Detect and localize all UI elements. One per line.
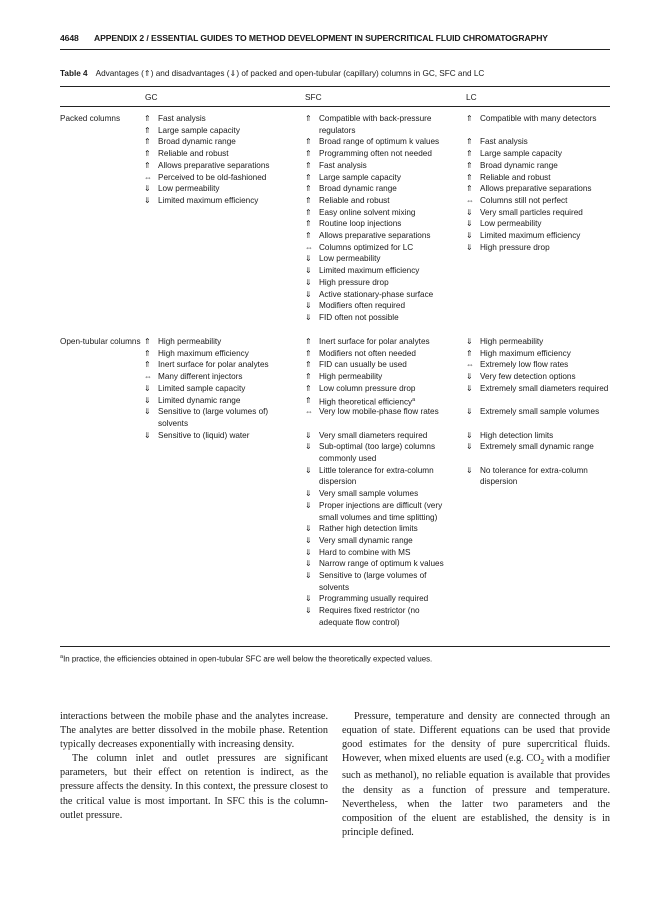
body-paragraph: The column inlet and outlet pressures are significant parameters, but their effect on retention is indirect, as the pressure affects the density. In this context, the pressure closest to the critical value is most important. In SFC this is the column-outlet pressure.: [60, 753, 328, 821]
table-cell-text: Inert surface for polar analytes: [158, 360, 269, 370]
disadvantage-arrow-icon: ⇓: [305, 489, 312, 499]
advantage-arrow-icon: ⇑: [144, 160, 151, 170]
disadvantage-arrow-icon: ⇓: [466, 219, 473, 229]
table-cell-item: [305, 113, 455, 136]
table-footnote: [60, 654, 610, 664]
table-cell-text: Allows preparative separations: [158, 160, 270, 170]
table-cell-item: [144, 172, 294, 184]
page-number: 4648: [60, 33, 79, 43]
table-cell-item: [305, 359, 455, 371]
table-cell-text: Easy online solvent mixing: [319, 207, 416, 217]
table-cell-text: High pressure drop: [480, 242, 550, 252]
table-cell-item: [305, 441, 455, 464]
table-cell-item: [466, 242, 610, 254]
table-cell-item: [305, 148, 455, 160]
table-cell-text: Very small diameters required: [319, 430, 428, 440]
table-cell-text: High theoretical efficiency$^a$: [319, 396, 416, 407]
table-cell-text: High maximum efficiency: [480, 348, 571, 358]
advantage-arrow-icon: ⇑: [305, 137, 312, 147]
disadvantage-arrow-icon: ⇓: [144, 383, 151, 393]
table-cell-text: Rather high detection limits: [319, 524, 418, 534]
table-cell-text: Allows preparative separations: [319, 231, 431, 240]
table-cell-item: [305, 465, 455, 488]
table-cell-item: [466, 160, 610, 172]
advantage-arrow-icon: ⇑: [144, 125, 151, 135]
table-cell-item: [305, 406, 455, 418]
table-cell-text: Limited sample capacity: [158, 383, 246, 393]
table-cell-item: [305, 160, 455, 172]
disadvantage-arrow-icon: ⇓: [466, 407, 473, 417]
table-cell-item: [305, 300, 455, 312]
disadvantage-arrow-icon: ⇓: [466, 383, 473, 393]
table-cell-item: [305, 265, 455, 277]
table-cell-text: Reliable and robust: [480, 172, 551, 182]
table-cell-text: Very small sample volumes: [319, 489, 419, 499]
table-cell-item: [466, 383, 610, 395]
advantage-arrow-icon: ⇑: [144, 360, 151, 370]
table-cell-text: Low permeability: [319, 254, 381, 264]
table-cell-text: Inert surface for polar analytes: [319, 337, 430, 346]
advantage-arrow-icon: ⇑: [144, 337, 151, 346]
table-cell-item: [144, 183, 294, 195]
footnote-marker: a: [60, 654, 64, 660]
disadvantage-arrow-icon: ⇓: [305, 594, 312, 604]
table-cell-text: Compatible with many detectors: [480, 114, 597, 123]
disadvantage-arrow-icon: ⇓: [466, 465, 473, 475]
column-header-sfc: SFC: [305, 92, 322, 102]
table-cell-item: [466, 148, 610, 160]
table-cell-text: High permeability: [480, 337, 544, 346]
row-label: Packed columns: [60, 114, 121, 123]
table-cell-text: High permeability: [158, 337, 222, 346]
table-caption-text: Advantages (⇑) and disadvantages (⇓) of packed and open-tubular (capillary) columns in GC, SFC and LC: [95, 69, 485, 78]
table-cell-text: Very small particles required: [480, 207, 583, 217]
table-cell-item: [305, 500, 455, 523]
table-cell-item: [305, 207, 455, 219]
table-cell-text: No tolerance for extra-column dispersion: [480, 465, 588, 487]
table-cell-item: [305, 218, 455, 230]
disadvantage-arrow-icon: ⇓: [466, 430, 473, 440]
table-cell-text: High detection limits: [480, 430, 554, 440]
neutral-arrow-icon: ⇔: [144, 372, 152, 382]
table-cell-text: Modifiers not often needed: [319, 348, 416, 358]
disadvantage-arrow-icon: ⇓: [305, 312, 312, 322]
table-cell-item: [305, 230, 455, 242]
advantage-arrow-icon: ⇑: [466, 137, 473, 147]
disadvantage-arrow-icon: ⇓: [466, 242, 473, 252]
table-cell-text: High maximum efficiency: [158, 348, 249, 358]
table-cell-item: [305, 558, 455, 570]
table-cell-item: [305, 277, 455, 289]
table-cell-item: [305, 383, 455, 395]
body-paragraph: interactions between the mobile phase and the analytes increase. The analytes are better dissolved in the mobile phase. Retention typically decreases exponentially with increasing density.: [60, 711, 328, 751]
table-cell-item: [466, 113, 610, 125]
table-cell-text: FID often not possible: [319, 312, 399, 322]
table-cell-text: Limited maximum efficiency: [480, 231, 581, 240]
advantage-arrow-icon: ⇑: [305, 372, 312, 382]
disadvantage-arrow-icon: ⇓: [305, 571, 312, 580]
table-cell-item: [144, 195, 294, 207]
table-cell-text: Allows preparative separations: [480, 184, 592, 194]
disadvantage-arrow-icon: ⇓: [466, 442, 473, 452]
table-cell-text: Large sample capacity: [158, 125, 240, 135]
table-cell-item: [466, 195, 610, 207]
body-column-right: [342, 710, 610, 840]
body-text: with a modifier such as methanol), no reliable equation is available that provides the density as a function of pressure and temperature. Nevertheless, when the latter two parameters and the composition of the eluent are established, the density is in principle defined.: [342, 753, 610, 838]
table-cell-item: [466, 348, 610, 360]
table-cell-text: Extremely small dynamic range: [480, 442, 594, 452]
table-cell-text: Broad range of optimum k values: [319, 137, 440, 147]
table-cell-item: [466, 336, 610, 348]
table-cell-item: [305, 242, 455, 254]
table-cell-item: [144, 371, 294, 383]
advantage-arrow-icon: ⇑: [305, 149, 312, 159]
table-cell-item: [305, 348, 455, 360]
table-cell-item: [305, 253, 455, 265]
table-cell-text: Fast analysis: [480, 137, 528, 147]
table-cell-text: FID can usually be used: [319, 360, 407, 370]
table-cell-text: Low permeability: [480, 219, 542, 229]
disadvantage-arrow-icon: ⇓: [305, 606, 312, 616]
table-cell-item: [466, 441, 610, 453]
disadvantage-arrow-icon: ⇓: [144, 430, 151, 440]
table-cell-text: Very small dynamic range: [319, 535, 413, 545]
table-cell-text: Limited maximum efficiency: [319, 266, 420, 276]
table-cell-item: [305, 312, 455, 324]
disadvantage-arrow-icon: ⇓: [305, 266, 312, 276]
table-cell-item: [144, 148, 294, 160]
disadvantage-arrow-icon: ⇓: [144, 195, 151, 205]
disadvantage-arrow-icon: ⇓: [305, 547, 312, 557]
disadvantage-arrow-icon: ⇓: [305, 254, 312, 264]
neutral-arrow-icon: ⇔: [305, 407, 313, 417]
table-cell-item: [466, 218, 610, 230]
table-cell-text: Reliable and robust: [158, 149, 229, 159]
advantage-arrow-icon: ⇑: [305, 219, 312, 229]
table-cell-item: [305, 605, 455, 628]
disadvantage-arrow-icon: ⇓: [305, 277, 312, 287]
disadvantage-arrow-icon: ⇓: [305, 524, 312, 534]
table-cell-text: Large sample capacity: [319, 172, 401, 182]
advantage-arrow-icon: ⇑: [305, 348, 312, 358]
column-header-lc: LC: [466, 92, 477, 102]
table-cell-text: Columns still not perfect: [480, 195, 568, 205]
advantage-arrow-icon: ⇑: [305, 337, 312, 346]
table-cell-text: Modifiers often required: [319, 301, 406, 311]
table-cell-item: [466, 359, 610, 371]
table-cell-item: [144, 336, 294, 348]
advantage-arrow-icon: ⇑: [305, 160, 312, 170]
table-cell-text: Columns optimized for LC: [319, 242, 414, 252]
advantage-arrow-icon: ⇑: [466, 172, 473, 182]
table-cell-item: [305, 593, 455, 605]
advantage-arrow-icon: ⇑: [144, 114, 151, 123]
table-cell-text: Little tolerance for extra-column dispersion: [319, 465, 434, 487]
advantage-arrow-icon: ⇑: [305, 172, 312, 182]
advantage-arrow-icon: ⇑: [466, 160, 473, 170]
table-cell-text: High pressure drop: [319, 277, 389, 287]
table-cell-text: Reliable and robust: [319, 195, 390, 205]
table-cell-item: [305, 535, 455, 547]
running-head-title: APPENDIX 2 / ESSENTIAL GUIDES TO METHOD DEVELOPMENT IN SUPERCRITICAL FLUID CHROMATOGRAPHY: [94, 33, 548, 43]
advantage-arrow-icon: ⇑: [144, 149, 151, 159]
advantage-arrow-icon: ⇑: [144, 137, 151, 147]
advantage-arrow-icon: ⇑: [305, 383, 312, 393]
table-cell-text: Broad dynamic range: [480, 160, 558, 170]
table-cell-text: Limited dynamic range: [158, 395, 241, 405]
table-cell-text: High permeability: [319, 372, 383, 382]
table-cell-text: Sensitive to (liquid) water: [158, 430, 250, 440]
table-cell-text: Broad dynamic range: [319, 184, 397, 194]
table-cell-item: [466, 406, 610, 418]
table-cell-item: [144, 348, 294, 360]
table-cell-item: [305, 136, 455, 148]
table-cell-item: [305, 430, 455, 442]
table-cell-item: [144, 125, 294, 137]
body-text: Pressure, temperature and density are connected through an equation of state. Different equations can be used that provide good estimates for the density of pure supercritical fluids. However, when mixed eluents are used (e.g. CO: [342, 711, 610, 765]
footnote-text: In practice, the efficiencies obtained in open-tubular SFC are well below the theoretically expected values.: [63, 654, 433, 664]
table-cell-item: [305, 183, 455, 195]
table-cell-text: Low permeability: [158, 184, 220, 194]
disadvantage-arrow-icon: ⇓: [144, 407, 151, 417]
disadvantage-arrow-icon: ⇓: [466, 337, 473, 346]
neutral-arrow-icon: ⇔: [305, 242, 313, 252]
table-cell-text: Very low mobile-phase flow rates: [319, 407, 439, 417]
table-cell-text: Many different injectors: [158, 372, 243, 382]
advantage-arrow-icon: ⇑: [305, 360, 312, 370]
table-cell-text: Requires fixed restrictor (no adequate flow control): [319, 606, 420, 627]
advantage-arrow-icon: ⇑: [305, 184, 312, 194]
table-cell-item: [144, 359, 294, 371]
table-cell-item: [305, 523, 455, 535]
table-cell-item: [466, 430, 610, 442]
advantage-arrow-icon: ⇑: [144, 348, 151, 358]
table-cell-item: [466, 465, 610, 488]
disadvantage-arrow-icon: ⇓: [305, 289, 312, 299]
advantage-arrow-icon: ⇑: [305, 395, 312, 405]
table-cell-text: Hard to combine with MS: [319, 547, 411, 557]
row-label: Open-tubular columns: [60, 337, 141, 346]
table-cell-item: [305, 547, 455, 559]
table-cell-text: Extremely small sample volumes: [480, 407, 600, 417]
table-cell-text: Sensitive to (large volumes of solvents: [319, 571, 427, 592]
disadvantage-arrow-icon: ⇓: [305, 500, 312, 510]
table-bottom-rule: [60, 646, 610, 647]
disadvantage-arrow-icon: ⇓: [305, 301, 312, 311]
table-cell-text: Active stationary-phase surface: [319, 289, 434, 299]
table-cell-item: [466, 136, 610, 148]
table-cell-text: Perceived to be old-fashioned: [158, 172, 267, 182]
table-cell-item: [305, 371, 455, 383]
advantage-arrow-icon: ⇑: [305, 195, 312, 205]
table-cell-item: [305, 570, 455, 593]
table-cell-text: Fast analysis: [319, 160, 367, 170]
disadvantage-arrow-icon: ⇓: [466, 207, 473, 217]
table-cell-text: Proper injections are difficult (very small volumes and time splitting): [319, 500, 443, 522]
advantage-arrow-icon: ⇑: [466, 348, 473, 358]
table-cell-text: Extremely small diameters required: [480, 383, 609, 393]
subscript: 2: [540, 758, 545, 767]
neutral-arrow-icon: ⇔: [466, 360, 474, 370]
table-cell-item: [144, 430, 294, 442]
table-cell-item: [305, 289, 455, 301]
advantage-arrow-icon: ⇑: [466, 184, 473, 194]
disadvantage-arrow-icon: ⇓: [466, 372, 473, 382]
table-label: Table 4: [60, 69, 88, 78]
footnote-marker: a: [412, 396, 416, 403]
table-cell-item: [305, 336, 455, 348]
table-cell-item: [305, 172, 455, 184]
table-cell-text: Sub-optimal (too large) columns commonly used: [319, 442, 436, 463]
disadvantage-arrow-icon: ⇓: [305, 430, 312, 440]
table-cell-item: [144, 113, 294, 125]
disadvantage-arrow-icon: ⇓: [144, 184, 151, 194]
table-cell-item: [305, 488, 455, 500]
body-column-left: [60, 710, 328, 823]
table-cell-item: [144, 160, 294, 172]
table-cell-item: [466, 172, 610, 184]
disadvantage-arrow-icon: ⇓: [305, 559, 312, 569]
advantage-arrow-icon: ⇑: [305, 207, 312, 217]
table-cell-text: Programming often not needed: [319, 149, 432, 159]
disadvantage-arrow-icon: ⇓: [305, 535, 312, 545]
table-cell-item: [466, 371, 610, 383]
table-cell-item: [144, 383, 294, 395]
table-cell-text: Broad dynamic range: [158, 137, 236, 147]
advantage-arrow-icon: ⇑: [466, 149, 473, 159]
table-cell-item: [466, 230, 610, 242]
table-cell-text: Limited maximum efficiency: [158, 195, 259, 205]
advantage-arrow-icon: ⇑: [466, 114, 473, 123]
column-header-gc: GC: [145, 92, 158, 102]
disadvantage-arrow-icon: ⇓: [466, 231, 473, 240]
table-cell-text: Narrow range of optimum k values: [319, 559, 444, 569]
table-cell-item: [305, 195, 455, 207]
table-cell-item: [466, 207, 610, 219]
table-cell-text: Low column pressure drop: [319, 383, 416, 393]
table-cell-text: Sensitive to (large volumes of) solvents: [158, 407, 269, 428]
neutral-arrow-icon: ⇔: [144, 172, 152, 182]
table-cell-text: Compatible with back-pressure regulators: [319, 114, 432, 135]
neutral-arrow-icon: ⇔: [466, 195, 474, 205]
advantage-arrow-icon: ⇑: [305, 231, 312, 240]
table-cell-text: Large sample capacity: [480, 149, 562, 159]
table-cell-text: Very few detection options: [480, 372, 576, 382]
table-cell-item: [144, 395, 294, 407]
table-cell-item: [144, 406, 294, 429]
table-cell-item: [144, 136, 294, 148]
disadvantage-arrow-icon: ⇓: [305, 442, 312, 452]
table-cell-text: Programming usually required: [319, 594, 429, 604]
disadvantage-arrow-icon: ⇓: [144, 395, 151, 405]
body-paragraph: [342, 710, 610, 840]
table-cell-item: [466, 183, 610, 195]
disadvantage-arrow-icon: ⇓: [305, 465, 312, 475]
table-cell-text: Fast analysis: [158, 114, 206, 123]
table-cell-text: Extremely low flow rates: [480, 360, 569, 370]
advantage-arrow-icon: ⇑: [305, 114, 312, 123]
table-cell-text: Routine loop injections: [319, 219, 402, 229]
